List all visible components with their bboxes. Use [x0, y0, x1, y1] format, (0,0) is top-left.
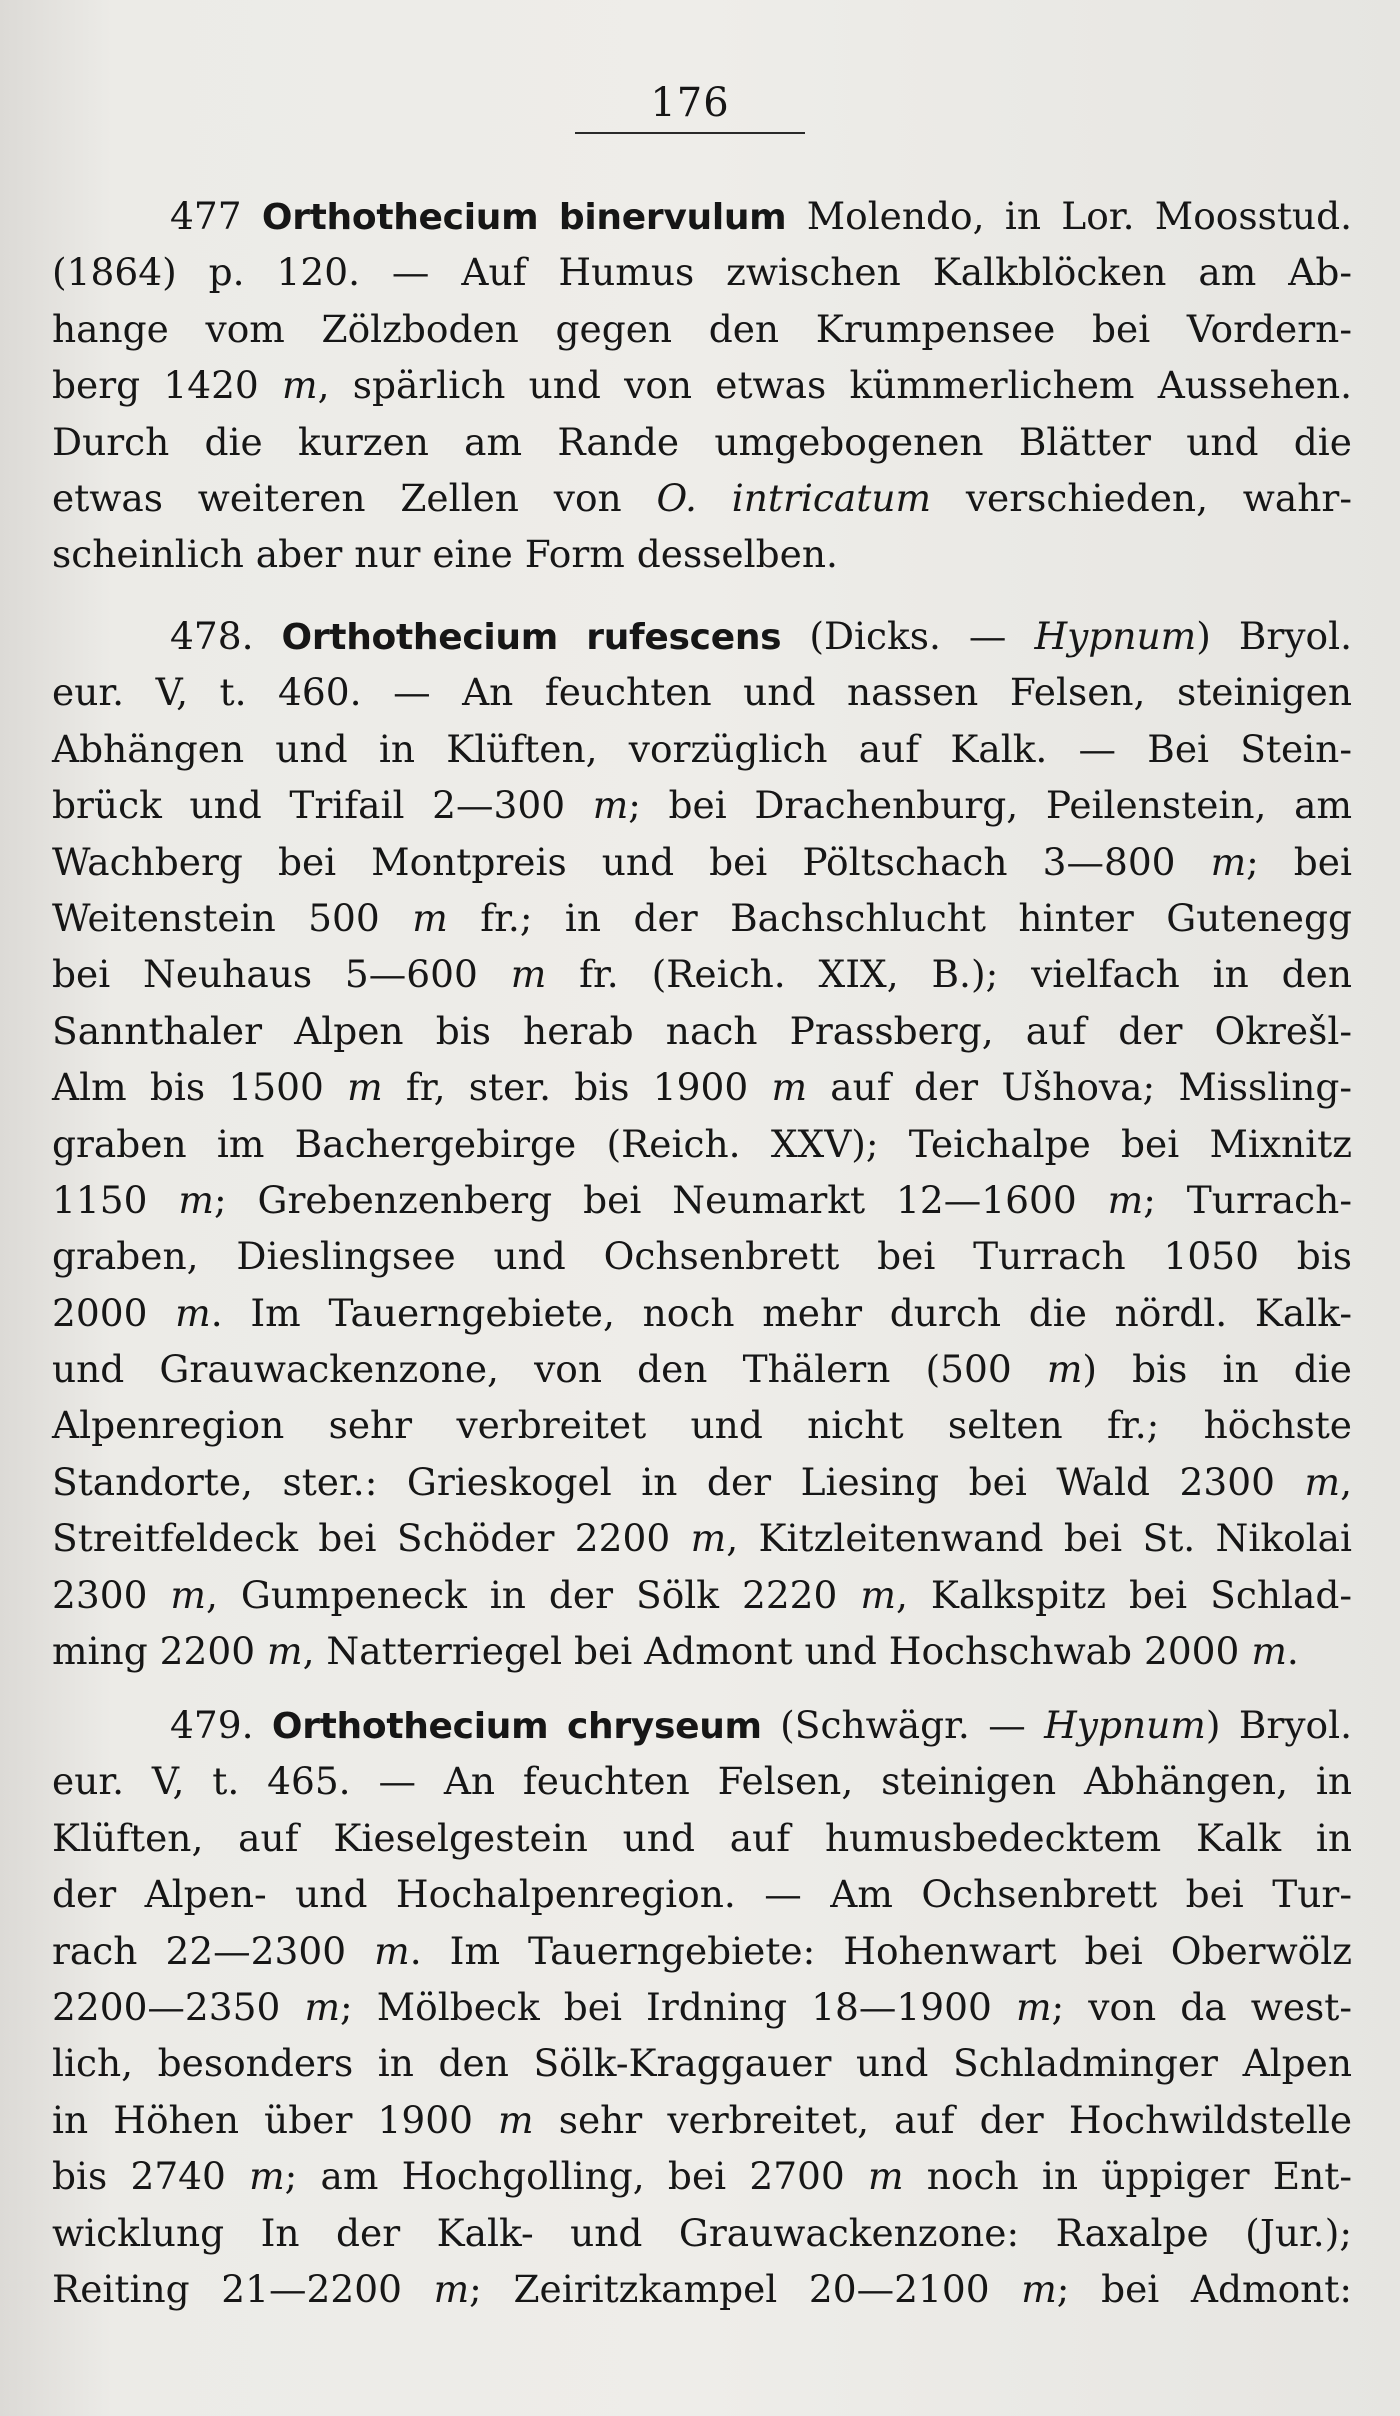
text-line: lich, besonders in den Sölk-Kraggauer und Schladminger Alpen	[52, 2041, 1352, 2086]
text-segment: , spärlich und von etwas kümmerlichem Aussehen.	[317, 363, 1353, 408]
species-entry-477	[52, 188, 1352, 583]
genus-reference: Hypnum	[1034, 614, 1197, 658]
unit-meter: m	[175, 1290, 211, 1335]
text-segment: Wachberg bei Montpreis und bei Pöltschach 3—800	[52, 839, 1176, 884]
unit-meter: m	[178, 1177, 214, 1222]
text-segment: Reiting 21—2200	[52, 2266, 402, 2311]
taxon-reference: O. intricatum	[656, 475, 932, 520]
text-line: hange vom Zölzboden gegen den Krumpensee bei Vordern-	[52, 306, 1352, 351]
text-segment: Standorte, ster.: Grieskogel in der Liesing bei Wald 2300	[52, 1459, 1275, 1504]
text-line	[52, 608, 1352, 664]
text-line	[52, 1059, 1352, 1115]
unit-meter: m	[374, 1928, 410, 1973]
text-segment: und Grauwackenzone, von den Thälern (500	[52, 1347, 1012, 1392]
unit-meter: m	[412, 895, 448, 940]
text-line	[52, 470, 1352, 526]
text-line: Klüften, auf Kieselgestein und auf humusbedecktem Kalk in	[52, 1815, 1352, 1860]
text-segment: ) bis in die	[1082, 1347, 1352, 1392]
text-line	[52, 1285, 1352, 1341]
page-number: 176	[650, 80, 730, 126]
page-number-rule	[575, 132, 805, 134]
unit-meter: m	[267, 1629, 303, 1674]
text-line	[52, 357, 1352, 413]
citation: Molendo, in Lor. Moosstud.	[806, 194, 1352, 238]
text-segment: etwas weiteren Zellen von	[52, 475, 622, 520]
text-line: Durch die kurzen am Rande umgebogenen Blätter und die	[52, 419, 1352, 464]
genus-reference: Hypnum	[1044, 1703, 1206, 1747]
species-name: Orthothecium rufescens	[281, 617, 782, 658]
text-segment: bis 2740	[52, 2154, 226, 2199]
text-segment: fr. (Reich. XIX, B.); vielfach in den	[579, 952, 1353, 997]
unit-meter: m	[433, 2266, 470, 2311]
text-segment: , Kitzleitenwand bei St. Nikolai	[726, 1516, 1353, 1561]
text-line	[52, 1172, 1352, 1228]
text-line	[52, 1567, 1352, 1623]
unit-meter: m	[868, 2154, 904, 2199]
text-line: eur. V, t. 465. — An feuchten Felsen, steinigen Abhängen, in	[52, 1759, 1352, 1804]
unit-meter: m	[1304, 1459, 1341, 1504]
unit-meter: m	[510, 952, 547, 997]
species-entry-479	[52, 1697, 1352, 2317]
text-segment: ; Turrach-	[1143, 1177, 1352, 1222]
text-line: Sannthaler Alpen bis herab nach Prassberg, auf der Okrešl-	[52, 1008, 1352, 1053]
text-segment: 2300	[52, 1572, 148, 1617]
unit-meter: m	[498, 2097, 534, 2142]
text-segment: ; bei Drachenburg, Peilenstein, am	[628, 783, 1352, 828]
text-line	[52, 1623, 1352, 1679]
unit-meter: m	[170, 1572, 206, 1617]
text-segment: , Natterriegel bei Admont und Hochschwab 2000	[302, 1629, 1240, 1674]
unit-meter: m	[282, 363, 318, 408]
text-segment: ; bei	[1246, 839, 1352, 884]
text-line	[52, 834, 1352, 890]
text-line	[52, 777, 1352, 833]
text-line: Alpenregion sehr verbreitet und nicht selten fr.; höchste	[52, 1403, 1352, 1448]
entry-number: 479.	[170, 1703, 254, 1747]
text-line	[52, 946, 1352, 1002]
text-line	[52, 2092, 1352, 2148]
text-segment: , Kalkspitz bei Schlad-	[895, 1572, 1353, 1617]
unit-meter: m	[771, 1065, 808, 1110]
unit-meter: m	[1046, 1347, 1083, 1392]
text-segment: verschieden, wahr-	[965, 475, 1353, 520]
text-segment: (Schwägr. —	[780, 1703, 1026, 1747]
text-segment: Streitfeldeck bei Schöder 2200	[52, 1516, 671, 1561]
text-segment: ) Bryol.	[1205, 1703, 1353, 1747]
text-line	[52, 2261, 1352, 2317]
text-segment: . Im Tauerngebiete: Hohenwart bei Oberwölz	[409, 1928, 1352, 1973]
text-segment: 1150	[52, 1177, 148, 1222]
text-segment: 2200—2350	[52, 1984, 281, 2029]
text-segment: Alm bis 1500	[52, 1065, 324, 1110]
text-segment: ) Bryol.	[1196, 614, 1353, 658]
text-segment: bei Neuhaus 5—600	[52, 952, 478, 997]
unit-meter: m	[1107, 1177, 1144, 1222]
unit-meter: m	[249, 2154, 285, 2199]
text-line: wicklung In der Kalk- und Grauwackenzone: Raxalpe (Jur.);	[52, 2210, 1352, 2255]
text-segment: ; Mölbeck bei Irdning 18—1900	[340, 1984, 992, 2029]
text-line	[52, 1341, 1352, 1397]
entry-number: 478.	[170, 614, 254, 658]
text-line: Abhängen und in Klüften, vorzüglich auf Kalk. — Bei Stein-	[52, 726, 1352, 771]
text-line: eur. V, t. 460. — An feuchten und nassen Felsen, steinigen	[52, 670, 1352, 715]
text-segment: .	[1286, 1629, 1299, 1674]
text-line: graben, Dieslingsee und Ochsenbrett bei Turrach 1050 bis	[52, 1234, 1352, 1279]
species-name: Orthothecium binervulum	[261, 197, 787, 238]
text-line	[52, 2148, 1352, 2204]
text-line	[52, 1697, 1352, 1753]
text-segment: fr.; in der Bachschlucht hinter Gutenegg	[480, 895, 1353, 940]
text-line: der Alpen- und Hochalpenregion. — Am Ochsenbrett bei Tur-	[52, 1872, 1352, 1917]
text-segment: in Höhen über 1900	[52, 2097, 473, 2142]
text-segment: ; von da west-	[1051, 1984, 1353, 2029]
text-line	[52, 890, 1352, 946]
text-segment: fr, ster. bis 1900	[405, 1065, 749, 1110]
text-line	[52, 1510, 1352, 1566]
text-line: graben im Bachergebirge (Reich. XXV); Teichalpe bei Mixnitz	[52, 1121, 1352, 1166]
text-segment: ; Grebenzenberg bei Neumarkt 12—1600	[213, 1177, 1077, 1222]
text-segment: berg 1420	[52, 363, 259, 408]
text-segment: brück und Trifail 2—300	[52, 783, 566, 828]
text-segment: ; Zeiritzkampel 20—2100	[469, 2266, 990, 2311]
text-line: (1864) p. 120. — Auf Humus zwischen Kalkblöcken am Ab-	[52, 250, 1352, 295]
unit-meter: m	[1015, 1984, 1052, 2029]
text-segment: auf der Ušhova; Missling-	[830, 1065, 1353, 1110]
text-segment: ,	[1340, 1459, 1352, 1504]
text-line	[52, 1454, 1352, 1510]
text-line	[52, 1923, 1352, 1979]
text-line: scheinlich aber nur eine Form desselben.	[52, 532, 838, 577]
text-segment: ming 2200	[52, 1629, 256, 1674]
unit-meter: m	[860, 1572, 896, 1617]
unit-meter: m	[1251, 1629, 1287, 1674]
species-name: Orthothecium chryseum	[271, 1706, 762, 1747]
unit-meter: m	[690, 1516, 727, 1561]
text-segment: , Gumpeneck in der Sölk 2220	[205, 1572, 838, 1617]
entry-number: 477	[170, 194, 242, 238]
text-segment: (Dicks. —	[809, 614, 1007, 658]
species-entry-478	[52, 608, 1352, 1679]
text-segment: ; bei Admont:	[1056, 2266, 1353, 2311]
text-segment: . Im Tauerngebiete, noch mehr durch die nördl. Kalk-	[210, 1290, 1352, 1335]
text-line	[52, 1979, 1352, 2035]
unit-meter: m	[1210, 839, 1247, 884]
unit-meter: m	[592, 783, 629, 828]
text-segment: ; am Hochgolling, bei 2700	[284, 2154, 845, 2199]
unit-meter: m	[347, 1065, 383, 1110]
text-segment: sehr verbreitet, auf der Hochwildstelle	[558, 2097, 1353, 2142]
unit-meter: m	[1021, 2266, 1057, 2311]
text-segment: noch in üppiger Ent-	[926, 2154, 1352, 2199]
text-line	[52, 188, 1352, 244]
text-segment: rach 22—2300	[52, 1928, 347, 1973]
unit-meter: m	[304, 1984, 341, 2029]
text-segment: 2000	[52, 1290, 148, 1335]
text-segment: Weitenstein 500	[52, 895, 380, 940]
